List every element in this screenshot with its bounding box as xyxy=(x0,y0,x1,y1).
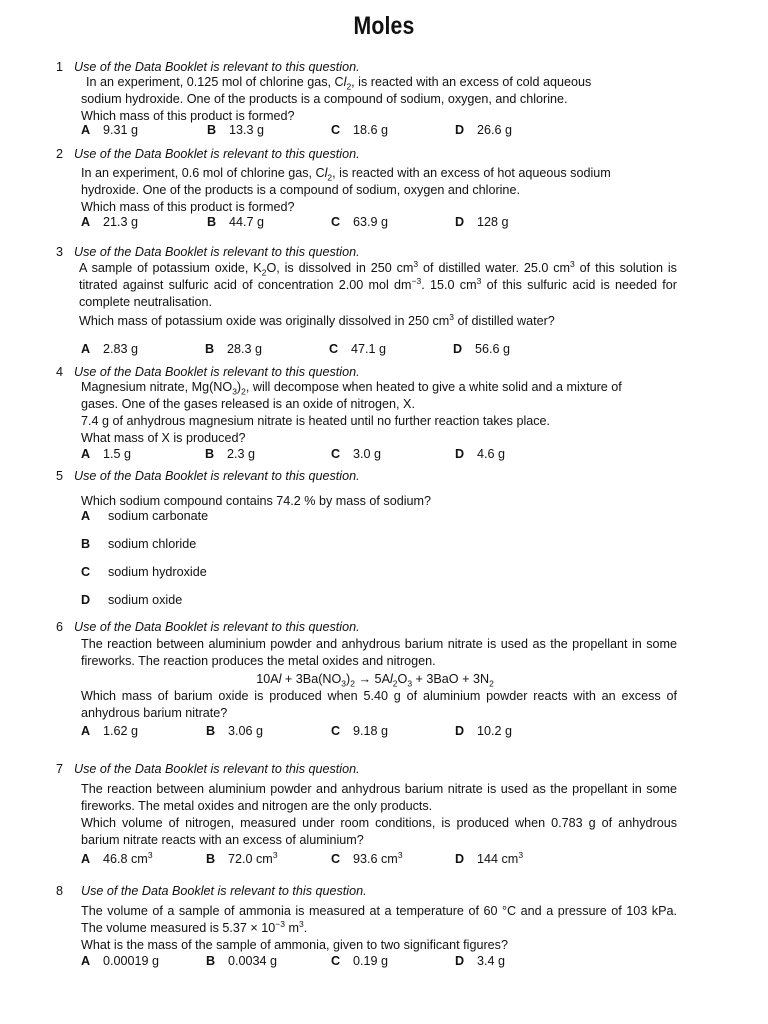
question-text: A sample of potassium oxide, $K_2O$, is dissolved in 250 $cm^3$ of distilled water. 25.0 $cm^3$ of this solution is titrated against sulfuric acid of concentration 2.00 mol $dm^{-3}$. 15.0 $cm^3$ of this sulfuric acid is needed for complete neutralisation. Which mass of potassium oxide was originally dissolved in 250 $cm^3$ of distilled water? xyxy=(79,258,678,328)
option-b[interactable]: B 44.7 g xyxy=(207,215,265,229)
option-a[interactable]: A 1.62 g xyxy=(81,724,139,738)
question-number: 6 xyxy=(56,620,64,634)
option-a[interactable]: A 0.00019 g xyxy=(81,954,160,968)
question-text: In an experiment, 0.125 mol of chlorine gas, $Cl_2$, is reacted with an excess of cold aqueous xyxy=(86,75,592,92)
chemical-equation: $10Al + 3Ba(NO_3)_2 \to 5Al_2O_3 + 3BaO + 3N_2$ xyxy=(256,672,494,689)
option-d[interactable]: D 56.6 g xyxy=(453,342,511,356)
option-b[interactable]: B 2.3 g xyxy=(205,447,256,461)
question-number: 8 xyxy=(56,884,64,898)
option-d[interactable]: D 4.6 g xyxy=(455,447,506,461)
question-number: 2 xyxy=(56,147,64,161)
data-booklet-note: Use of the Data Booklet is relevant to this question. xyxy=(74,245,360,259)
option-c[interactable]: C 18.6 g xyxy=(331,123,389,137)
data-booklet-note: Use of the Data Booklet is relevant to this question. xyxy=(74,60,360,74)
option-c[interactable]: C sodium hydroxide xyxy=(81,565,207,579)
question-text: The volume of a sample of ammonia is measured at a temperature of 60 °C and a pressure of 103 kPa. The volume measured is $5.37 \times 10^{-3}$ $m^3$. What is the mass of the sample of ammonia, given to two significant figures? xyxy=(81,904,677,952)
option-d[interactable]: D 128 g xyxy=(455,215,509,229)
option-b[interactable]: B sodium chloride xyxy=(81,537,197,551)
question-text: The reaction between aluminium powder and anhydrous barium nitrate is used as the propellant in some fireworks. The metal oxides and nitrogen are the only products. Which volume of nitrogen, measured under room conditions, is produced when 0.783 g of anhydrous barium nitrate reacts with an excess of aluminium? xyxy=(81,782,677,847)
option-a[interactable]: A sodium carbonate xyxy=(81,509,209,523)
data-booklet-note: Use of the Data Booklet is relevant to this question. xyxy=(74,762,360,776)
question-text: The reaction between aluminium powder and anhydrous barium nitrate is used as the propellant in some fireworks. The reaction produces the metal oxides and nitrogen. $10Al + 3Ba(NO_3)_2 \to 5Al_2O_3 + 3BaO + 3N_2$ Which mass of barium oxide is produced when 5.40 g of aluminium powder reacts with an excess of anhydrous barium nitrate? xyxy=(81,636,677,722)
option-d[interactable]: D sodium oxide xyxy=(81,593,183,607)
option-c[interactable]: C 47.1 g xyxy=(329,342,387,356)
option-c[interactable]: C 3.0 g xyxy=(331,447,382,461)
question-number: 7 xyxy=(56,762,64,776)
option-c[interactable]: C 9.18 g xyxy=(331,724,389,738)
option-c[interactable]: C 93.6 $cm^3$ xyxy=(331,849,403,866)
page-title: Moles xyxy=(353,12,415,40)
question-text: Which sodium compound contains 74.2 % by mass of sodium? xyxy=(81,494,431,508)
data-booklet-note: Use of the Data Booklet is relevant to this question. xyxy=(81,884,367,898)
question-number: 4 xyxy=(56,365,64,379)
data-booklet-note: Use of the Data Booklet is relevant to this question. xyxy=(74,365,360,379)
data-booklet-note: Use of the Data Booklet is relevant to this question. xyxy=(74,620,360,634)
option-a[interactable]: A 2.83 g xyxy=(81,342,139,356)
option-b[interactable]: B 0.0034 g xyxy=(206,954,278,968)
option-b[interactable]: B 28.3 g xyxy=(205,342,263,356)
option-a[interactable]: A 9.31 g xyxy=(81,123,139,137)
data-booklet-note: Use of the Data Booklet is relevant to this question. xyxy=(74,469,360,483)
option-d[interactable]: D 26.6 g xyxy=(455,123,513,137)
question-text: Magnesium nitrate, $Mg(NO_3)_2$, will decompose when heated to give a white solid and a mixture of gases. One of the gases released is an oxide of nitrogen, X. 7.4 g of anhydrous magnesium nitrate is heated until no further reaction takes place. What mass of X is produced? xyxy=(81,380,622,445)
option-d[interactable]: D 144 $cm^3$ xyxy=(455,849,524,866)
option-d[interactable]: D 3.4 g xyxy=(455,954,506,968)
option-b[interactable]: B 13.3 g xyxy=(207,123,265,137)
option-a[interactable]: A 21.3 g xyxy=(81,215,139,229)
option-c[interactable]: C 0.19 g xyxy=(331,954,389,968)
question-text: In an experiment, 0.6 mol of chlorine gas, $Cl_2$, is reacted with an excess of hot aqueous sodium hydroxide. One of the products is a compound of sodium, oxygen and chlorine. Which mass of this product is formed? xyxy=(81,166,611,214)
question-number: 5 xyxy=(56,469,64,483)
option-a[interactable]: A 1.5 g xyxy=(81,447,132,461)
question-number: 1 xyxy=(56,60,64,74)
option-d[interactable]: D 10.2 g xyxy=(455,724,513,738)
data-booklet-note: Use of the Data Booklet is relevant to this question. xyxy=(74,147,360,161)
question-number: 3 xyxy=(56,245,64,259)
option-b[interactable]: B 3.06 g xyxy=(206,724,264,738)
option-b[interactable]: B 72.0 $cm^3$ xyxy=(206,849,278,866)
option-a[interactable]: A 46.8 $cm^3$ xyxy=(81,849,153,866)
question-text: sodium hydroxide. One of the products is a compound of sodium, oxygen, and chlorine. Which mass of this product is formed? xyxy=(81,92,568,123)
option-c[interactable]: C 63.9 g xyxy=(331,215,389,229)
